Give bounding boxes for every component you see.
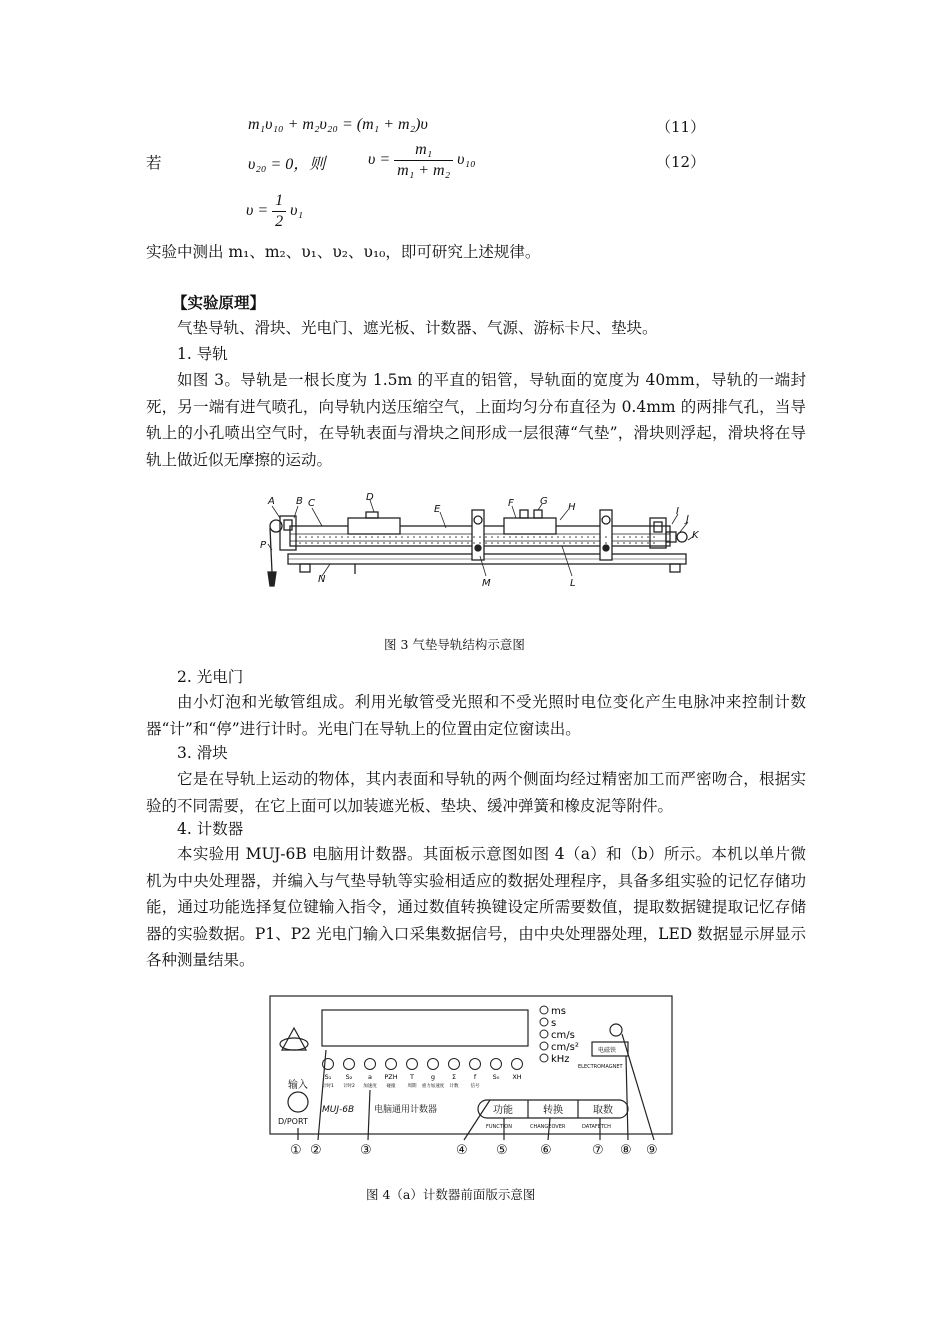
- electromagnet-lamp: [610, 1024, 622, 1036]
- button-fetch[interactable]: 取数: [593, 1105, 613, 1116]
- input-label: 输入: [288, 1080, 308, 1091]
- air-hole: [365, 542, 367, 544]
- label-f: F: [508, 498, 514, 509]
- air-hole: [491, 542, 493, 544]
- air-hole: [509, 542, 511, 544]
- equation-11: m₁υ₁₀ + m₂υ₂₀ = (m₁ + m₂)υ: [248, 116, 428, 133]
- mode-key-sublabel: 加速度: [363, 1084, 377, 1089]
- air-hole: [305, 536, 307, 538]
- air-hole: [473, 542, 475, 544]
- air-hole: [311, 542, 313, 544]
- air-hole: [527, 542, 529, 544]
- equation-13-tail: υ₁: [290, 202, 304, 220]
- mode-key[interactable]: [428, 1059, 439, 1070]
- air-hole: [605, 542, 607, 544]
- label-j: J: [686, 514, 689, 525]
- air-hole: [485, 542, 487, 544]
- air-hole: [359, 542, 361, 544]
- air-hole: [641, 536, 643, 538]
- mode-key-sublabel: 周期: [407, 1084, 417, 1089]
- air-hole: [323, 536, 325, 538]
- port-label: D/PORT: [278, 1117, 308, 1126]
- mode-key-label: PZH: [384, 1073, 398, 1081]
- equation-12-lhs: υ =: [368, 151, 391, 169]
- figure-4a-caption: 图 4（a）计数器前面版示意图: [366, 1187, 536, 1202]
- mode-key-sublabel: 信号: [470, 1084, 480, 1089]
- air-hole: [599, 536, 601, 538]
- mode-key-label: S₁: [324, 1073, 332, 1081]
- electromagnet-box-label: 电磁铁: [598, 1047, 617, 1054]
- callout-6: ⑥: [540, 1143, 552, 1158]
- label-i: I: [676, 506, 679, 517]
- left-foot: [300, 564, 310, 572]
- model-label: MUJ-6B: [322, 1105, 355, 1115]
- air-hole: [539, 542, 541, 544]
- air-hole: [587, 542, 589, 544]
- air-inlet: [666, 532, 676, 542]
- air-hole: [575, 536, 577, 538]
- callout-8: ⑧: [620, 1143, 632, 1158]
- label-c: C: [308, 498, 315, 509]
- air-hole: [389, 542, 391, 544]
- label-d: D: [366, 492, 374, 503]
- air-hole: [377, 542, 379, 544]
- equation-11-number: （11）: [656, 118, 706, 136]
- air-hole: [407, 536, 409, 538]
- air-hole: [479, 536, 481, 538]
- air-hole: [371, 536, 373, 538]
- air-hole: [617, 536, 619, 538]
- air-hole: [407, 542, 409, 544]
- input-port: [288, 1092, 308, 1112]
- unit-lamp: [540, 1042, 548, 1050]
- mode-key[interactable]: [491, 1059, 502, 1070]
- air-hole: [443, 542, 445, 544]
- air-hole: [617, 542, 619, 544]
- air-hole: [455, 536, 457, 538]
- label-datafetch: DATAFETCH: [582, 1124, 611, 1130]
- air-hole: [467, 536, 469, 538]
- air-hole: [467, 542, 469, 544]
- unit-label: cm/s²: [551, 1042, 579, 1053]
- air-hole: [395, 542, 397, 544]
- air-hole: [383, 536, 385, 538]
- callout-4: ④: [456, 1143, 468, 1158]
- mode-key-label: S₀: [492, 1073, 500, 1081]
- callout-2: ②: [310, 1143, 322, 1158]
- equation-12-fraction: [394, 140, 453, 181]
- air-hole: [353, 536, 355, 538]
- air-hole: [413, 536, 415, 538]
- electromagnet-label: ELECTROMAGNET: [578, 1064, 623, 1070]
- unit-lamp: [540, 1006, 548, 1014]
- air-hole: [563, 542, 565, 544]
- mode-key[interactable]: [407, 1059, 418, 1070]
- label-h: H: [568, 502, 576, 513]
- air-hole: [455, 542, 457, 544]
- air-hole: [479, 542, 481, 544]
- callout-7: ⑦: [592, 1143, 604, 1158]
- air-hole: [437, 542, 439, 544]
- air-hole: [503, 542, 505, 544]
- air-hole: [341, 542, 343, 544]
- air-hole: [413, 542, 415, 544]
- air-hole: [545, 542, 547, 544]
- air-hole: [389, 536, 391, 538]
- air-hole: [461, 536, 463, 538]
- air-hole: [575, 542, 577, 544]
- air-hole: [341, 536, 343, 538]
- air-hole: [395, 536, 397, 538]
- air-hole: [605, 536, 607, 538]
- air-hole: [569, 542, 571, 544]
- paragraph-photogate: 由小灯泡和光敏管组成。利用光敏管受光照和不受光照时电位变化产生电脉冲来控制计数器“计”和“停”进行计时。光电门在导轨上的位置由定位窗读出。: [146, 693, 806, 738]
- mode-key[interactable]: [365, 1059, 376, 1070]
- equation-13-denominator: 2: [275, 213, 284, 230]
- ruo-label: 若: [146, 154, 162, 172]
- air-hole: [335, 536, 337, 538]
- air-hole: [563, 536, 565, 538]
- air-hole: [359, 536, 361, 538]
- mode-key-label: S₂: [345, 1073, 353, 1081]
- air-hole: [593, 542, 595, 544]
- air-hole: [419, 536, 421, 538]
- unit-label: kHz: [551, 1054, 570, 1065]
- button-function[interactable]: 功能: [493, 1105, 513, 1116]
- callout-9: ⑨: [646, 1143, 658, 1158]
- air-hole: [329, 536, 331, 538]
- equation-13: [246, 191, 303, 232]
- air-hole: [449, 542, 451, 544]
- mode-key-sublabel: 重力加速度: [421, 1084, 445, 1089]
- photogate-2: [600, 510, 612, 560]
- air-hole: [431, 536, 433, 538]
- equation-13-numerator: 1: [272, 191, 286, 212]
- air-hole: [593, 536, 595, 538]
- left-end-block: [280, 516, 296, 550]
- air-hole: [569, 536, 571, 538]
- paragraph-rail: 如图 3。导轨是一根长度为 1.5m 的平直的铝管，导轨面的宽度为 40mm，导轨的一端封死，另一端有进气喷孔，向导轨内送压缩空气，上面均匀分布直径为 0.4mm 的两排气孔，当导轨上的小孔喷出空气时，在导轨表面与滑块之间形成一层很薄“气垫”，滑块则浮起，滑块将在导轨上做近似无摩擦的运动。: [146, 371, 806, 469]
- air-hole: [521, 536, 523, 538]
- air-hole: [641, 542, 643, 544]
- unit-label: s: [551, 1018, 557, 1029]
- device-name: 电脑通用计数器: [374, 1105, 438, 1115]
- callout-5: ⑤: [496, 1143, 508, 1158]
- figure-3-air-track: [250, 490, 700, 600]
- air-hole: [599, 542, 601, 544]
- figure-3-caption: 图 3 气垫导轨结构示意图: [384, 637, 525, 652]
- air-hole: [611, 536, 613, 538]
- heading-slider: 3. 滑块: [177, 744, 228, 762]
- label-function: FUNCTION: [486, 1124, 512, 1130]
- air-hole: [347, 542, 349, 544]
- air-hole: [473, 536, 475, 538]
- section-title: 【实验原理】: [172, 293, 266, 312]
- air-hole: [629, 536, 631, 538]
- air-hole: [401, 542, 403, 544]
- air-hole: [611, 542, 613, 544]
- air-hole: [485, 536, 487, 538]
- label-e: E: [434, 504, 441, 515]
- heading-photogate: 2. 光电门: [177, 668, 244, 686]
- air-hole: [335, 542, 337, 544]
- air-hole: [329, 542, 331, 544]
- slider-f: [504, 518, 556, 534]
- photogate-1: [472, 510, 484, 560]
- equation-13-fraction: [272, 191, 286, 232]
- air-hole: [623, 542, 625, 544]
- label-g: G: [540, 496, 548, 507]
- label-changeover: CHANGEOVER: [530, 1124, 566, 1130]
- label-b: B: [296, 496, 303, 507]
- equation-12-numerator: m₁: [394, 140, 453, 161]
- air-hole: [353, 542, 355, 544]
- measure-line: 实验中测出 m₁、m₂、υ₁、υ₂、υ₁₀，即可研究上述规律。: [146, 243, 541, 261]
- air-hole: [347, 536, 349, 538]
- callout-3: ③: [360, 1143, 372, 1158]
- equation-12-number: （12）: [656, 153, 706, 171]
- air-hole: [425, 542, 427, 544]
- air-hole: [437, 536, 439, 538]
- mode-key[interactable]: [323, 1059, 334, 1070]
- air-hole: [419, 542, 421, 544]
- air-hole: [365, 536, 367, 538]
- air-hole: [425, 536, 427, 538]
- air-hole: [581, 536, 583, 538]
- air-hole: [515, 542, 517, 544]
- air-hole: [317, 542, 319, 544]
- equipment-line: 气垫导轨、滑块、光电门、遮光板、计数器、气源、游标卡尺、垫块。: [177, 319, 658, 337]
- mode-key-sublabel: 计数: [449, 1084, 459, 1089]
- air-hole: [653, 542, 655, 544]
- label-l: L: [570, 578, 576, 589]
- paragraph-counter: 本实验用 MUJ-6B 电脑用计数器。其面板示意图如图 4（a）和（b）所示。本机以单片微机为中央处理器，并编入与气垫导轨等实验相适应的数据处理程序，具备多组实验的记忆存储功能，通过功能选择复位键输入指令，通过数值转换键设定所需要数值，提取数据键提取记忆存储器的实验数据。P1、P2 光电门输入口采集数据信号，由中央处理器处理，LED 数据显示屏显示各种测量结果。: [146, 845, 806, 969]
- mode-key-sublabel: 碰撞: [386, 1084, 396, 1089]
- equation-12-denominator: m₁ + m₂: [397, 162, 451, 179]
- air-hole: [431, 542, 433, 544]
- unit-label: cm/s: [551, 1030, 575, 1041]
- label-n: N: [318, 574, 326, 585]
- equation-12-tail: υ₁₀: [457, 151, 476, 169]
- air-hole: [311, 536, 313, 538]
- mode-key[interactable]: [386, 1059, 397, 1070]
- slider-d: [348, 518, 400, 534]
- hanging-weight: [268, 572, 276, 586]
- air-hole: [551, 536, 553, 538]
- callout-1: ①: [290, 1143, 302, 1158]
- heading-rail: 1. 导轨: [177, 345, 228, 363]
- air-hole: [623, 536, 625, 538]
- mode-key[interactable]: [470, 1059, 481, 1070]
- mode-key[interactable]: [449, 1059, 460, 1070]
- air-hole: [545, 536, 547, 538]
- air-hole: [557, 542, 559, 544]
- button-change[interactable]: 转换: [543, 1105, 563, 1116]
- mode-key-label: T: [410, 1073, 414, 1081]
- label-p: P: [260, 540, 267, 551]
- air-hole: [581, 542, 583, 544]
- figure-4a-counter-panel: [264, 990, 684, 1160]
- air-hole: [533, 542, 535, 544]
- led-display: [322, 1010, 528, 1046]
- air-hole: [587, 536, 589, 538]
- right-foot: [670, 564, 680, 572]
- mode-key-label: Σ: [451, 1073, 457, 1081]
- heading-counter: 4. 计数器: [177, 820, 244, 838]
- air-hole: [491, 536, 493, 538]
- air-hole: [305, 542, 307, 544]
- air-hole: [527, 536, 529, 538]
- air-hole: [497, 536, 499, 538]
- air-hole: [629, 542, 631, 544]
- air-hole: [635, 536, 637, 538]
- air-hole: [557, 536, 559, 538]
- air-hole: [449, 536, 451, 538]
- mode-key[interactable]: [512, 1059, 523, 1070]
- label-k: K: [692, 530, 699, 541]
- air-hole: [299, 536, 301, 538]
- unit-lamp: [540, 1030, 548, 1038]
- mode-key-label: a: [368, 1073, 372, 1081]
- equation-13-lhs: υ =: [246, 202, 269, 220]
- air-hole: [401, 536, 403, 538]
- mode-key[interactable]: [344, 1059, 355, 1070]
- unit-label: ms: [551, 1006, 566, 1017]
- label-m: M: [482, 578, 491, 589]
- air-hole: [635, 542, 637, 544]
- mode-key-label: f: [473, 1073, 477, 1081]
- equation-12-condition: υ₂₀ = 0，则: [248, 156, 326, 173]
- unit-lamp: [540, 1054, 548, 1062]
- paragraph-slider: 它是在导轨上运动的物体，其内表面和导轨的两个侧面均经过精密加工而严密吻合，根据实验的不同需要，在它上面可以加装遮光板、垫块、缓冲弹簧和橡皮泥等附件。: [146, 770, 806, 815]
- mode-key-label: g: [430, 1073, 436, 1081]
- air-hole: [551, 542, 553, 544]
- air-hole: [443, 536, 445, 538]
- air-hole: [509, 536, 511, 538]
- air-hole: [539, 536, 541, 538]
- air-hole: [497, 542, 499, 544]
- air-hole: [653, 536, 655, 538]
- mode-key-sublabel: 计时1: [322, 1084, 334, 1089]
- air-hole: [647, 536, 649, 538]
- air-hole: [533, 536, 535, 538]
- air-hole: [383, 542, 385, 544]
- air-hole: [377, 536, 379, 538]
- air-hole: [647, 542, 649, 544]
- air-hole: [323, 542, 325, 544]
- air-hole: [299, 542, 301, 544]
- air-hole: [521, 542, 523, 544]
- unit-lamp: [540, 1018, 548, 1026]
- air-hole: [503, 536, 505, 538]
- air-hole: [515, 536, 517, 538]
- equation-12: [368, 140, 476, 181]
- air-hole: [461, 542, 463, 544]
- mode-key-sublabel: 计时2: [343, 1084, 355, 1089]
- label-a: A: [268, 496, 275, 507]
- mode-key-label: XH: [512, 1073, 522, 1081]
- air-hole: [371, 542, 373, 544]
- air-hole: [317, 536, 319, 538]
